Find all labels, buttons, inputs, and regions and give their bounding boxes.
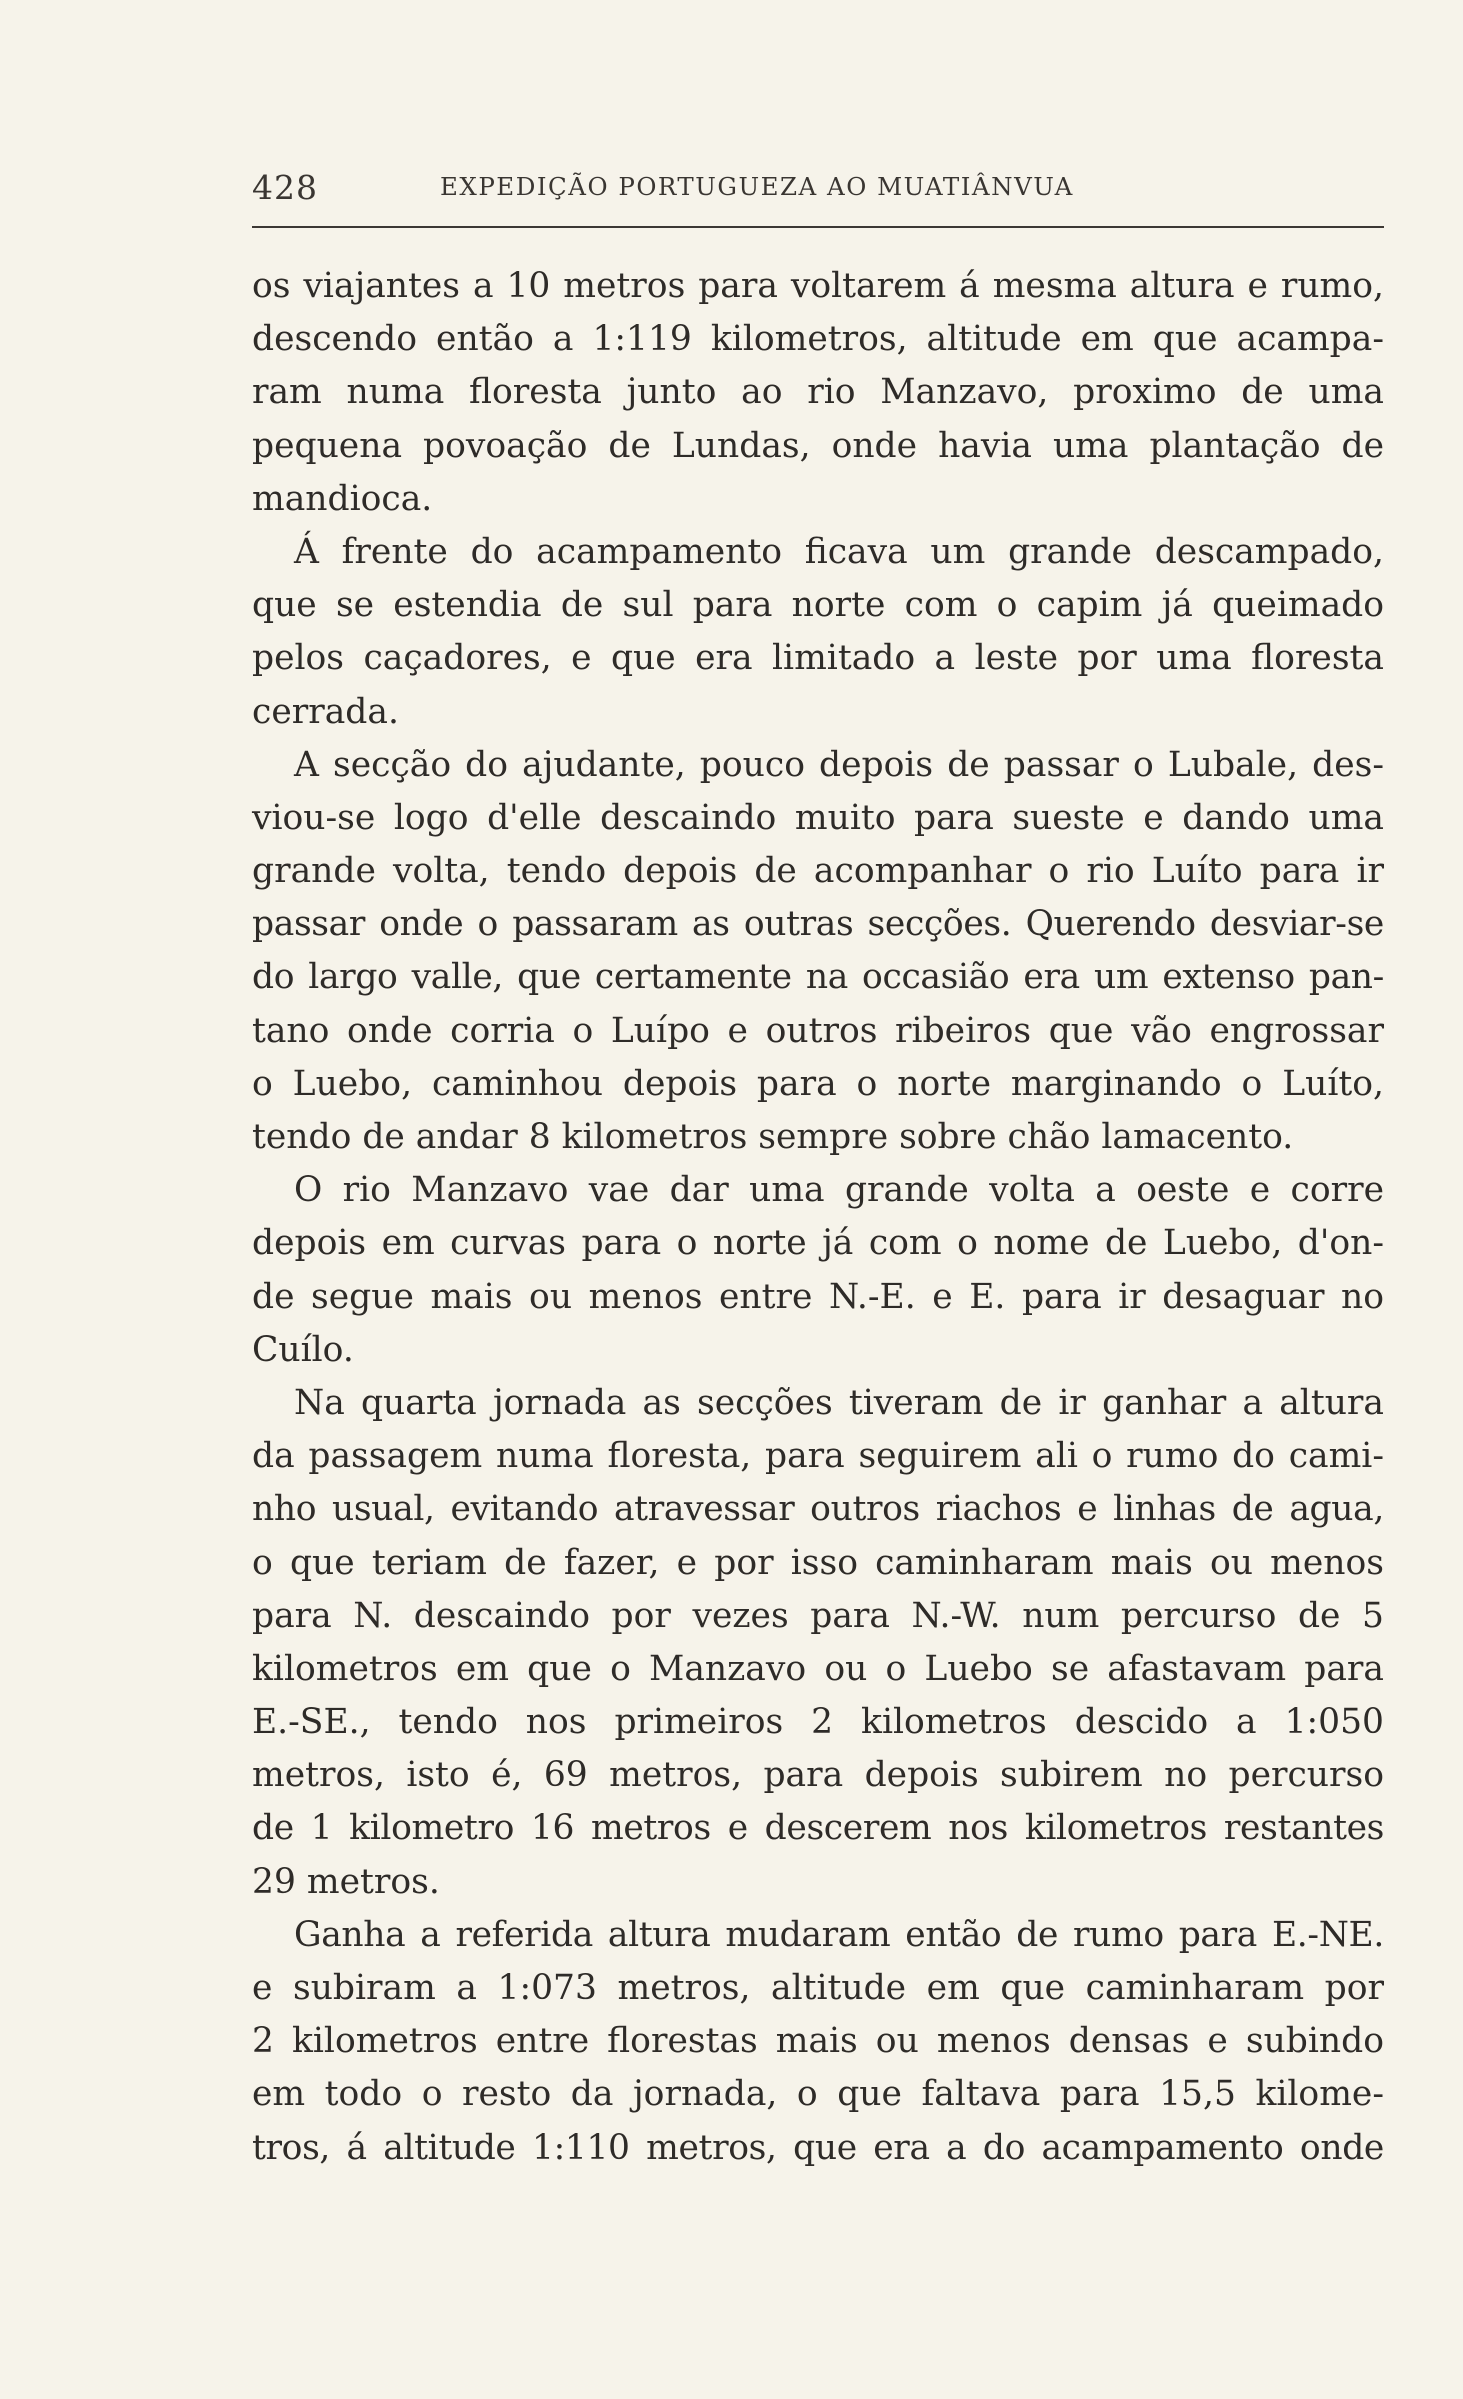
text-line: tano onde corria o Luípo e outros ribeiros que vão engrossar bbox=[252, 1010, 1384, 1051]
text-line: Ganha a referida altura mudaram então de rumo para E.-NE. bbox=[294, 1914, 1384, 1955]
text-line: de 1 kilometro 16 metros e descerem nos kilometros restantes bbox=[252, 1808, 1384, 1849]
text-line: ram numa floresta junto ao rio Manzavo, proximo de uma bbox=[252, 372, 1384, 413]
text-line: Á frente do acampamento ficava um grande descampado, bbox=[294, 531, 1384, 572]
text-line: passar onde o passaram as outras secções. Querendo desviar-se bbox=[252, 904, 1384, 945]
text-line: depois em curvas para o norte já com o nome de Luebo, d'on- bbox=[252, 1223, 1384, 1264]
page-number: 428 bbox=[252, 168, 318, 207]
text-line: pequena povoação de Lundas, onde havia uma plantação de bbox=[252, 425, 1384, 466]
text-line: da passagem numa floresta, para seguirem ali o rumo do cami- bbox=[252, 1436, 1384, 1477]
running-title: EXPEDIÇÃO PORTUGUEZA AO MUATIÂNVUA bbox=[440, 172, 1074, 201]
paragraph bbox=[252, 260, 1384, 526]
text-line: e subiram a 1:073 metros, altitude em que caminharam por bbox=[252, 1968, 1384, 2008]
paragraph bbox=[252, 1377, 1384, 1909]
text-line: os viajantes a 10 metros para voltarem á mesma altura e rumo, bbox=[252, 266, 1384, 306]
text-line: pelos caçadores, e que era limitado a leste por uma floresta bbox=[252, 638, 1384, 679]
text-line: metros, isto é, 69 metros, para depois subirem no percurso bbox=[252, 1755, 1384, 1796]
paragraph bbox=[252, 1164, 1384, 1377]
text-line: Cuílo. bbox=[252, 1329, 354, 1370]
text-line: descendo então a 1:119 kilometros, altitude em que acampa- bbox=[252, 319, 1384, 360]
text-line: em todo o resto da jornada, o que faltava para 15,5 kilome- bbox=[252, 2074, 1384, 2115]
text-line: E.-SE., tendo nos primeiros 2 kilometros descido a 1:050 bbox=[252, 1702, 1384, 1743]
text-line: tros, á altitude 1:110 metros, que era a do acampamento onde bbox=[252, 2127, 1384, 2168]
text-line: 29 metros. bbox=[252, 1861, 440, 1902]
header-rule bbox=[252, 226, 1384, 228]
text-line: que se estendia de sul para norte com o capim já queimado bbox=[252, 585, 1384, 626]
paragraph bbox=[252, 1909, 1384, 2175]
paragraph bbox=[252, 526, 1384, 739]
text-line: de segue mais ou menos entre N.-E. e E. para ir desaguar no bbox=[252, 1276, 1384, 1317]
page-header bbox=[252, 168, 1384, 212]
text-line: Na quarta jornada as secções tiveram de ir ganhar a altura bbox=[294, 1382, 1384, 1423]
text-line: o que teriam de fazer, e por isso caminharam mais ou menos bbox=[252, 1542, 1384, 1583]
text-line: grande volta, tendo depois de acompanhar o rio Luíto para ir bbox=[252, 851, 1384, 892]
text-line: nho usual, evitando atravessar outros riachos e linhas de agua, bbox=[252, 1489, 1384, 1530]
text-line: o Luebo, caminhou depois para o norte marginando o Luíto, bbox=[252, 1063, 1384, 1104]
text-line: para N. descaindo por vezes para N.-W. num percurso de 5 bbox=[252, 1595, 1384, 1636]
text-line: do largo valle, que certamente na occasião era um extenso pan- bbox=[252, 957, 1384, 998]
paragraph bbox=[252, 739, 1384, 1165]
text-line: cerrada. bbox=[252, 691, 399, 732]
text-line: mandioca. bbox=[252, 478, 433, 519]
text-line: O rio Manzavo vae dar uma grande volta a oeste e corre bbox=[294, 1170, 1384, 1211]
text-line: kilometros em que o Manzavo ou o Luebo se afastavam para bbox=[252, 1648, 1384, 1689]
text-line: A secção do ajudante, pouco depois de passar o Lubale, des- bbox=[294, 744, 1384, 785]
text-line: viou-se logo d'elle descaindo muito para sueste e dando uma bbox=[252, 797, 1384, 838]
body-text bbox=[252, 260, 1384, 2175]
text-line: tendo de andar 8 kilometros sempre sobre chão lamacento. bbox=[252, 1117, 1294, 1157]
text-line: 2 kilometros entre florestas mais ou menos densas e subindo bbox=[252, 2021, 1384, 2062]
